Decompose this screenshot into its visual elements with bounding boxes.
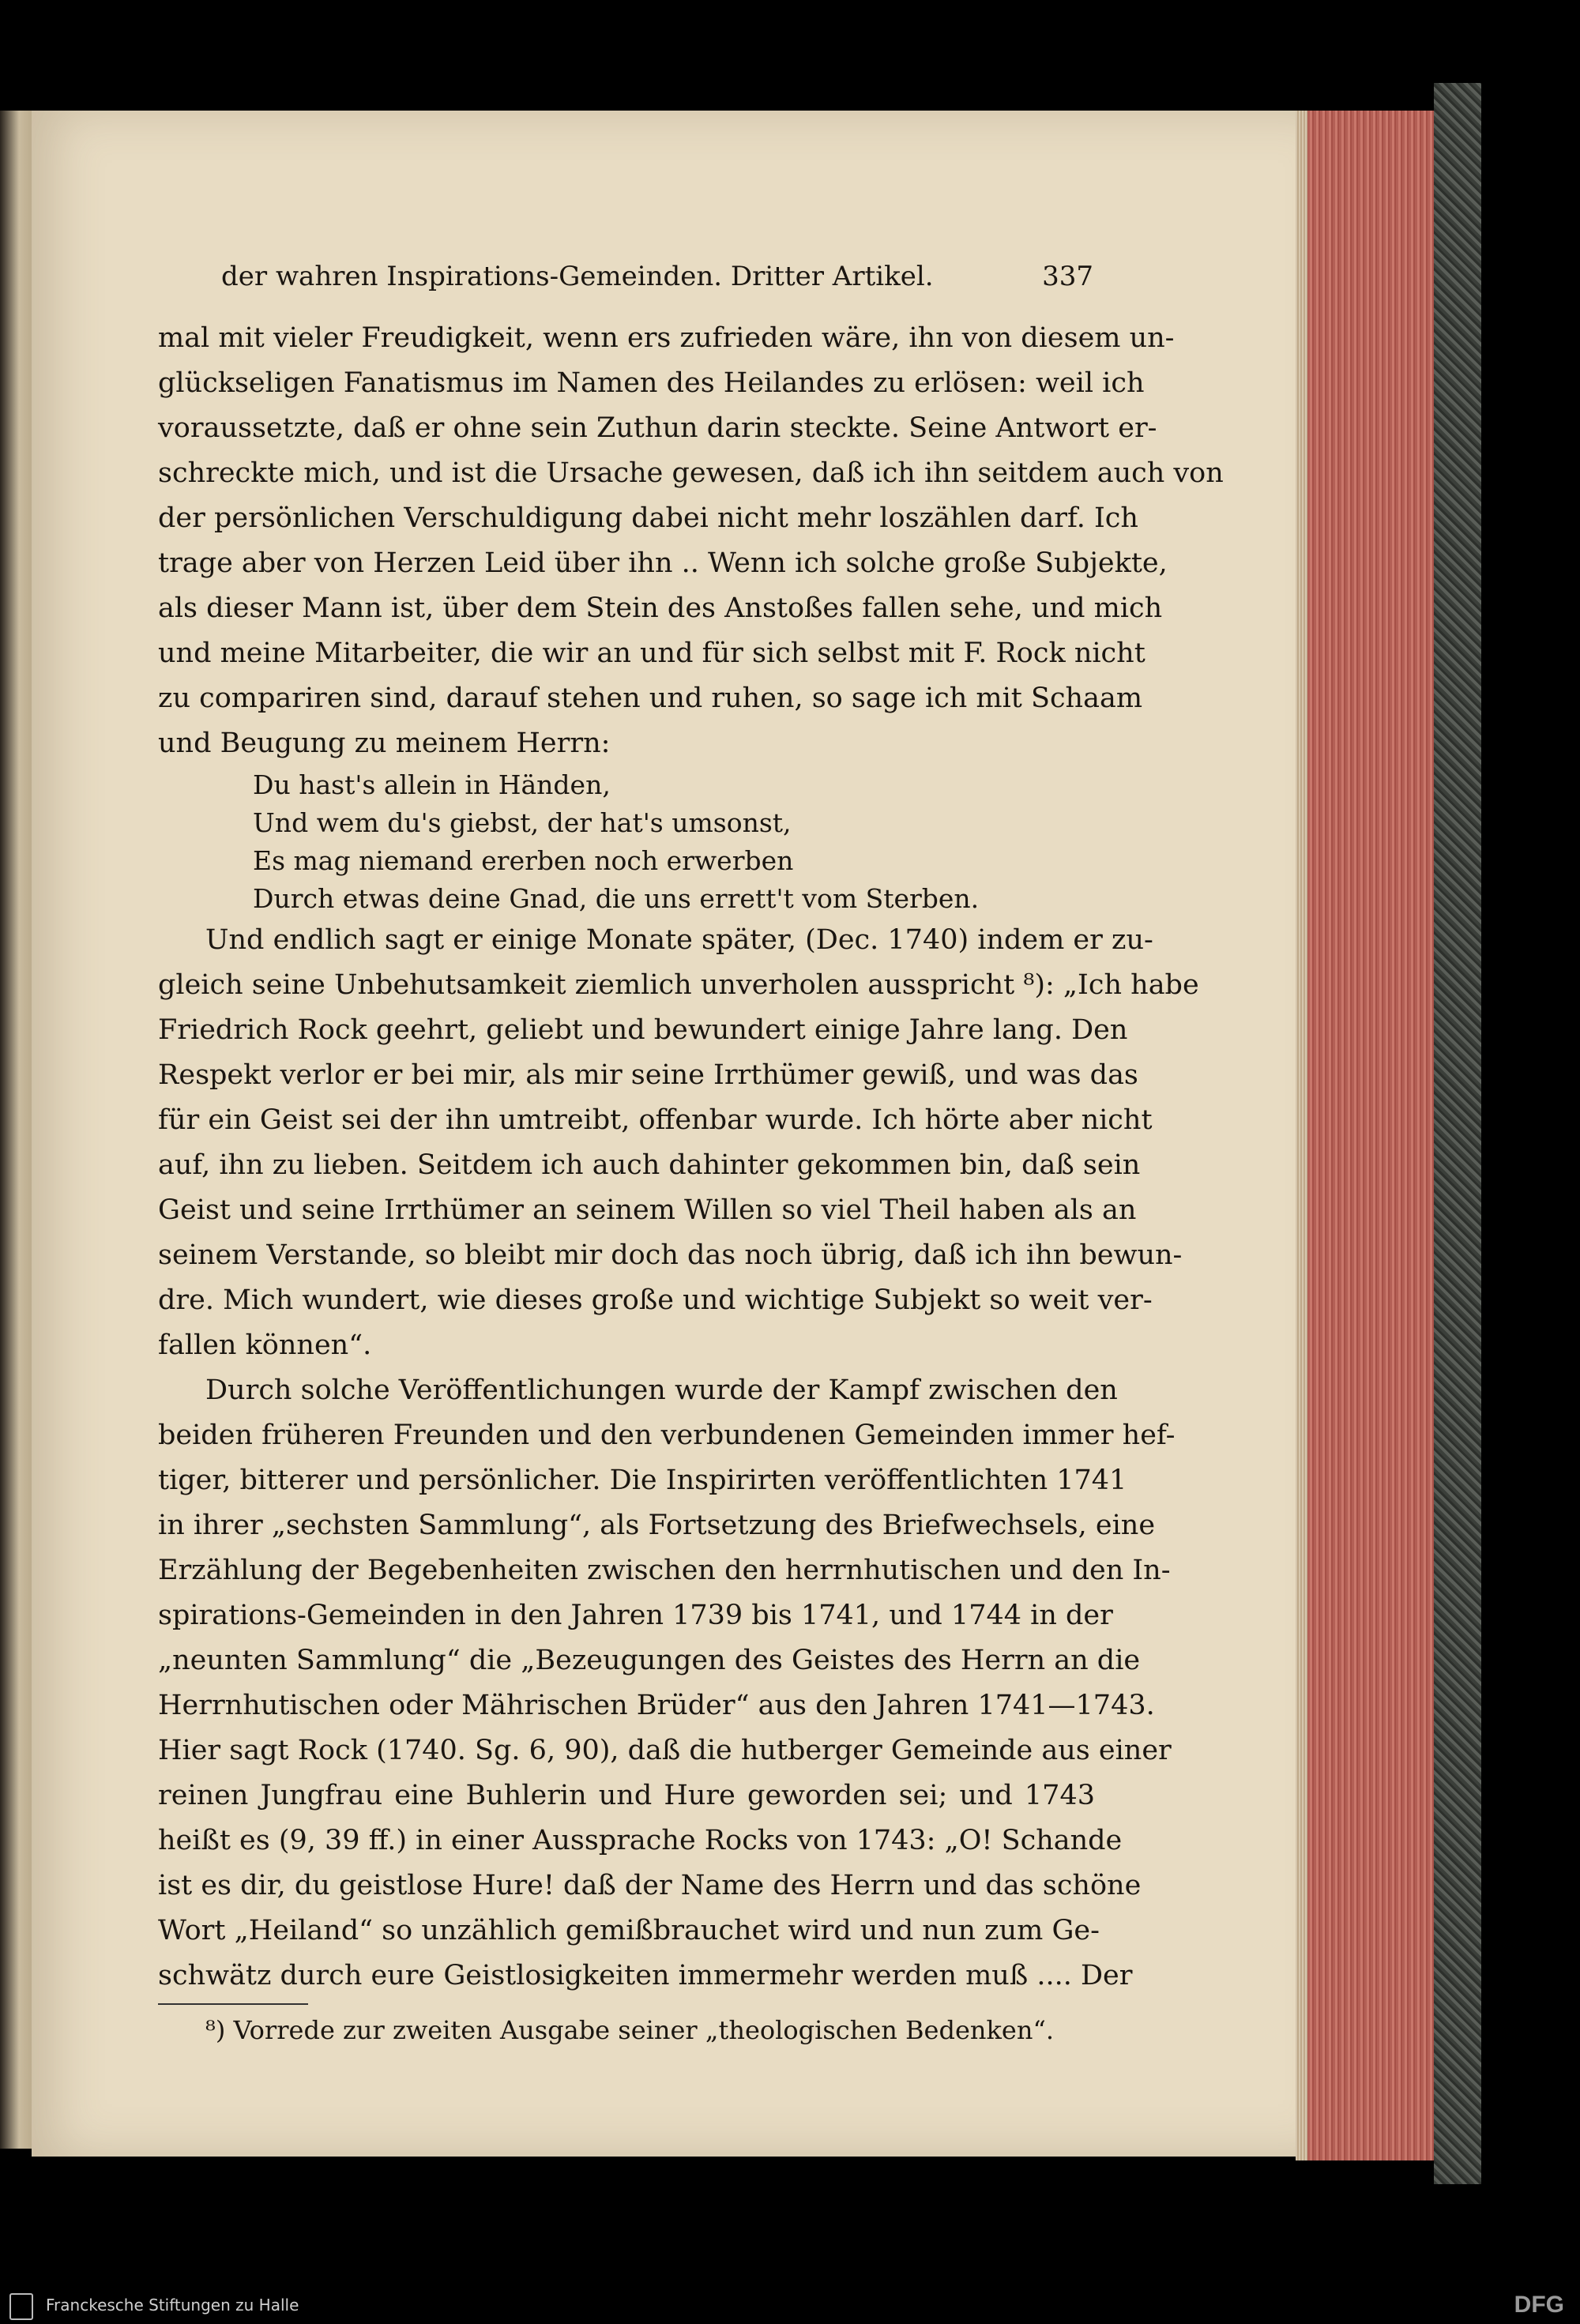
- book-cover-board: [1434, 83, 1481, 2184]
- text-line: zu compariren sind, darauf stehen und ruhen, so sage ich mit Schaam: [158, 683, 1143, 714]
- institution-logo-icon: [9, 2293, 33, 2320]
- institution-name: Franckesche Stiftungen zu Halle: [46, 2296, 299, 2315]
- text-line: fallen können“.: [158, 1329, 372, 1361]
- previous-page-edge: [0, 111, 35, 2149]
- paragraph-3: [158, 1368, 1176, 1999]
- text-line: Respekt verlor er bei mir, als mir seine Irrthümer gewiß, und was das: [158, 1059, 1138, 1091]
- body-text: [158, 316, 1224, 2049]
- poem-line: Es mag niemand ererben noch erwerben: [253, 845, 794, 876]
- footnote-rule: [158, 2003, 308, 2005]
- text-line: beiden früheren Freunden und den verbundenen Gemeinden immer hef-: [158, 1420, 1176, 1451]
- red-page-edges: [1307, 111, 1434, 2160]
- text-line: Herrnhutischen oder Mährischen Brüder“ aus den Jahren 1741—1743.: [158, 1690, 1155, 1721]
- text-line: Hier sagt Rock (1740. Sg. 6, 90), daß die hutberger Gemeinde aus einer: [158, 1735, 1172, 1766]
- running-head: [221, 261, 1093, 292]
- text-line: schreckte mich, und ist die Ursache gewesen, daß ich ihn seitdem auch von: [158, 457, 1224, 489]
- poem-line: Du hast's allein in Händen,: [253, 769, 611, 800]
- archive-footer: [0, 2287, 1580, 2324]
- text-line: reinen Jungfrau eine Buhlerin und Hure geworden sei; und 1743: [158, 1780, 1095, 1811]
- text-line: spirations-Gemeinden in den Jahren 1739 bis 1741, und 1744 in der: [158, 1600, 1113, 1631]
- text-line: tiger, bitterer und persönlicher. Die Inspirirten veröffentlichten 1741: [158, 1465, 1127, 1496]
- text-line: und Beugung zu meinem Herrn:: [158, 728, 611, 759]
- text-line: Wort „Heiland“ so unzählich gemißbrauchet wird und nun zum Ge-: [158, 1915, 1100, 1946]
- text-line: gleich seine Unbehutsamkeit ziemlich unverholen ausspricht ⁸): „Ich habe: [158, 969, 1199, 1001]
- text-line: in ihrer „sechsten Sammlung“, als Fortsetzung des Briefwechsels, eine: [158, 1510, 1156, 1541]
- text-line: und meine Mitarbeiter, die wir an und für sich selbst mit F. Rock nicht: [158, 637, 1146, 669]
- text-line: Erzählung der Begebenheiten zwischen den herrnhutischen und den In-: [158, 1555, 1171, 1586]
- text-line: Durch solche Veröffentlichungen wurde der Kampf zwischen den: [205, 1374, 1118, 1406]
- text-line: auf, ihn zu lieben. Seitdem ich auch dahinter gekommen bin, daß sein: [158, 1149, 1141, 1181]
- poem-line: Und wem du's giebst, der hat's umsonst,: [253, 807, 792, 838]
- text-line: für ein Geist sei der ihn umtreibt, offenbar wurde. Ich hörte aber nicht: [158, 1104, 1153, 1136]
- text-line: trage aber von Herzen Leid über ihn .. Wenn ich solche große Subjekte,: [158, 547, 1168, 579]
- text-line: „neunten Sammlung“ die „Bezeugungen des Geistes des Herrn an die: [158, 1645, 1141, 1676]
- footnote: ⁸) Vorrede zur zweiten Ausgabe seiner „theologischen Bedenken“.: [205, 2015, 1054, 2045]
- text-line: voraussetzte, daß er ohne sein Zuthun darin steckte. Seine Antwort er-: [158, 412, 1157, 444]
- text-line: ist es dir, du geistlose Hure! daß der Name des Herrn und das schöne: [158, 1870, 1142, 1901]
- text-line: der persönlichen Verschuldigung dabei nicht mehr loszählen darf. Ich: [158, 502, 1138, 534]
- text-line: mal mit vieler Freudigkeit, wenn ers zufrieden wäre, ihn von diesem un-: [158, 322, 1175, 354]
- paragraph-2: [158, 918, 1199, 1368]
- text-line: schwätz durch eure Geistlosigkeiten immermehr werden muß .... Der: [158, 1960, 1133, 1991]
- text-line: als dieser Mann ist, über dem Stein des Anstoßes fallen sehe, und mich: [158, 592, 1163, 624]
- text-line: Geist und seine Irrthümer an seinem Willen so viel Theil haben als an: [158, 1194, 1137, 1226]
- text-line: dre. Mich wundert, wie dieses große und wichtige Subjekt so weit ver-: [158, 1284, 1153, 1316]
- text-line: heißt es (9, 39 ff.) in einer Aussprache Rocks von 1743: „O! Schande: [158, 1825, 1123, 1856]
- text-line: glückseligen Fanatismus im Namen des Heilandes zu erlösen: weil ich: [158, 367, 1145, 399]
- text-line: seinem Verstande, so bleibt mir doch das noch übrig, daß ich ihn bewun-: [158, 1239, 1183, 1271]
- paragraph-1: [158, 316, 1224, 766]
- page-number: 337: [1042, 261, 1093, 292]
- text-line: Und endlich sagt er einige Monate später, (Dec. 1740) indem er zu-: [205, 924, 1153, 956]
- poem-quotation: [253, 766, 1095, 918]
- running-title: der wahren Inspirations-Gemeinden. Dritter Artikel.: [221, 261, 934, 292]
- poem-line: Durch etwas deine Gnad, die uns errett't vom Sterben.: [253, 883, 980, 914]
- dfg-logo: DFG: [1514, 2292, 1564, 2318]
- text-line: Friedrich Rock geehrt, geliebt und bewundert einige Jahre lang. Den: [158, 1014, 1128, 1046]
